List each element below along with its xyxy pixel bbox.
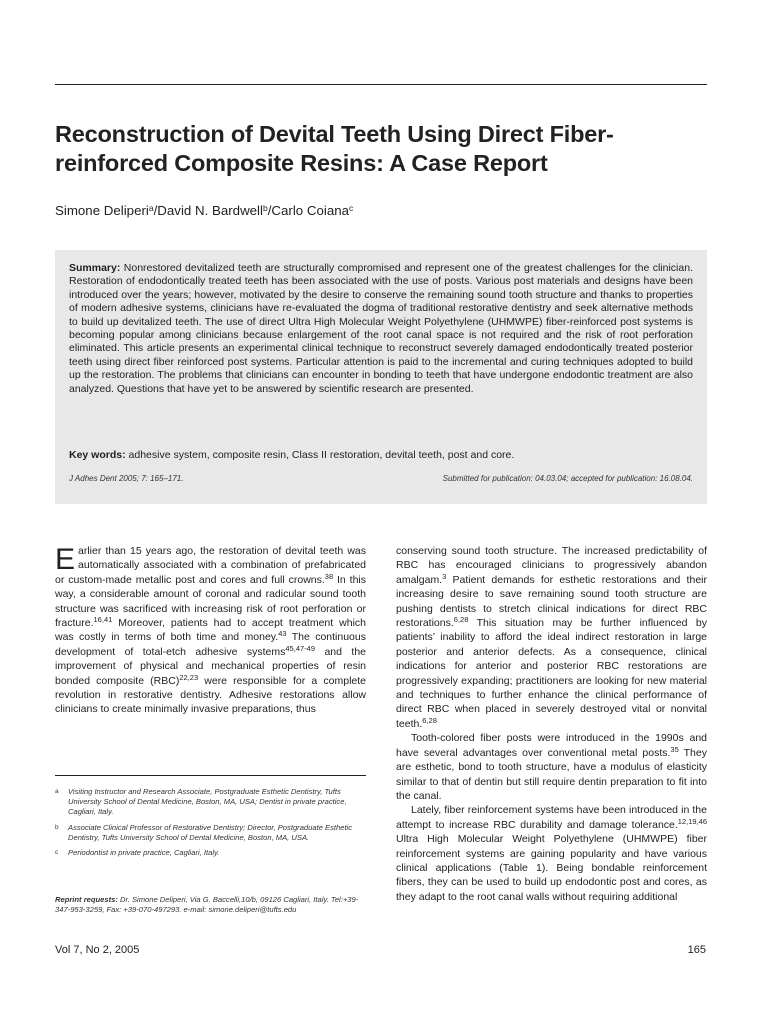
citation-ref: 6,28 xyxy=(422,715,437,725)
footnote-mark: b xyxy=(55,823,59,831)
text-run: In this way, a considerable amount of coronal and radicular sound tooth structure was sacrificed with increasing risk of root perforation or fracture. xyxy=(55,573,366,630)
citation-ref: 45,47-49 xyxy=(285,643,315,653)
citation-ref: 12,19,46 xyxy=(677,816,707,826)
citation-ref: 16,41 xyxy=(93,615,113,625)
drop-cap: E xyxy=(55,543,76,576)
body-paragraph xyxy=(396,731,707,803)
reprint-text: Dr. Simone Deliperi, Via G. Baccelli,10/b, 09126 Cagliari, Italy. Tel:+39-347-953-3259, Fax: +39-070-497293. e-mail: simone.deliperi@tufts.edu xyxy=(55,895,359,915)
citation-ref: 6,28 xyxy=(453,615,469,625)
journal-citation: J Adhes Dent 2005; 7: 165–171. xyxy=(69,474,184,483)
keywords-label: Key words: xyxy=(69,449,126,461)
author-list xyxy=(55,203,353,218)
affiliation-mark: b xyxy=(262,203,268,213)
footnote-mark: c xyxy=(55,849,59,857)
keywords-paragraph xyxy=(69,449,693,462)
affiliation-mark: c xyxy=(349,203,354,213)
footnote-text: Associate Clinical Professor of Restorative Dentistry; Director, Postgraduate Esthetic Dentistry, Tufts University School of Dental Medicine, Boston, MA, USA. xyxy=(68,822,353,842)
citation-ref: 35 xyxy=(670,744,679,754)
reprint-label: Reprint requests: xyxy=(55,895,118,904)
author-separator: / xyxy=(267,203,272,218)
text-run: They are esthetic, bond to tooth structure, have a modulus of elasticity similar to that of dentin but still require dentin preparation to fit into the canal. xyxy=(396,746,707,802)
text-run: arlier than 15 years ago, the restoration of devital teeth was automatically associated with a combination of prefabricated or custom-made metallic post and cores and full crowns. xyxy=(55,545,366,586)
footnote-text: Periodontist in private practice, Cagliari, Italy. xyxy=(68,848,220,858)
reprint-requests xyxy=(55,895,366,915)
summary-paragraph xyxy=(69,262,693,396)
text-run: Tooth-colored fiber posts were introduced in the 1990s and have several advantages over conventional metal posts. xyxy=(396,732,707,759)
footnote-mark: a xyxy=(55,788,59,795)
intro-text xyxy=(55,545,366,715)
summary-box xyxy=(55,250,707,504)
body-column-right xyxy=(396,544,707,904)
body-paragraph xyxy=(396,803,707,904)
text-run: Patient demands for esthetic restorations and their increasing desire to save remaining sound tooth structure are pushing dentists to stretch clinical indications for direct RBC restorations. xyxy=(396,573,707,630)
text-run: Ultra High Molecular Weight Polyethylene (UHMWPE) fiber reinforcement systems are gaining popularity and have various clinical applications (Table 1). Being bondable reinforcement fibers, they can be used to build up endodontic post and cores, as they adapt to the root canal walls without requiring additional xyxy=(396,833,707,903)
citation-ref: 38 xyxy=(324,571,334,581)
footnote-list xyxy=(55,787,366,863)
text-run: Moreover, patients had to accept treatment which was costly in terms of both time and money. xyxy=(55,617,366,644)
author-name: Simone Deliperi xyxy=(55,203,149,218)
body-column-left xyxy=(55,544,366,717)
footnote xyxy=(55,787,366,818)
summary-text: Nonrestored devitalized teeth are structurally compromised and represent one of the greatest challenges for the clinician. Restoration of endodontically treated teeth has been associated with the use of posts. Various post materials and designs have been introduced over the years; however, motivated by the desire to conserve the remaining sound tooth structure and thanks to properties of modern adhesive systems, clinicians have re-evaluated the dogma of traditional restorative dentistry and seek alternative methods to build up devitalized teeth. The use of direct Ultra High Molecular Weight Polyethylene (UHMWPE) fiber-reinforced post systems is becoming popular among clinicians because enlargement of the root canal space is not required and the risk of root perforation eliminated. This article presents an experimental clinical technique to reconstruct severely damaged endodontically treated posterior teeth using direct fiber reinforced post systems. Particular attention is paid to the incremental and curing techniques adopted to build up the restoration. The problems that clinicians can encounter in bonding to teeth that have undergone endodontic treatment are also analyzed. Questions that have yet to be answered by scientific research are presented. xyxy=(69,262,693,395)
intro-paragraph xyxy=(55,544,366,717)
footnote xyxy=(55,823,366,843)
text-run: were responsible for a complete revolution in restorative dentistry. Adhesive restorations allow clinicians to create minimally invasive preparations, thus xyxy=(55,674,366,716)
page-number: 165 xyxy=(687,944,706,956)
summary-label: Summary: xyxy=(69,262,121,274)
body-paragraph xyxy=(396,544,707,731)
footnote-rule xyxy=(55,775,366,776)
citation-ref: 43 xyxy=(278,629,287,639)
text-run: This situation may be further influenced by patients’ inability to afford the ideal indirect restoration in large posterior and anterior defects. As a consequence, clinical indications for anterior and posterior RBC restorations are progressively expanding; practitioners are looking for new material and techniques to further enhance the clinical performance of direct RBC when placed in severely destroyed vital or nonvital teeth. xyxy=(396,617,707,730)
citation-ref: 3 xyxy=(442,571,447,581)
footnote xyxy=(55,848,366,858)
author-name: David N. Bardwell xyxy=(157,203,263,218)
author-separator: / xyxy=(153,203,158,218)
author-name: Carlo Coiana xyxy=(271,203,350,218)
keywords-text: adhesive system, composite resin, Class II restoration, devital teeth, post and core. xyxy=(128,449,515,461)
footnote-text: Visiting Instructor and Research Associate, Postgraduate Esthetic Dentistry, Tufts University School of Dental Medicine, Boston, MA, USA; Dentist in private practice, Cagliari, Italy. xyxy=(68,787,347,817)
text-run: and the improvement of physical and mechanical properties of resin bonded composite (RBC) xyxy=(55,645,367,687)
submission-dates: Submitted for publication: 04.03.04; accepted for publication: 16.08.04. xyxy=(442,474,693,483)
text-run: The continuous development of total-etch adhesive systems xyxy=(55,631,366,658)
article-title: Reconstruction of Devital Teeth Using Direct Fiber-reinforced Composite Resins: A Case Report xyxy=(55,121,614,176)
affiliation-mark: a xyxy=(148,203,154,213)
text-run: conserving sound tooth structure. The increased predictability of RBC has encouraged clinicians to progressively abandon amalgam. xyxy=(396,545,707,586)
text-run: Lately, fiber reinforcement systems have been introduced in the attempt to increase RBC durability and damage tolerance. xyxy=(396,804,707,831)
header-rule xyxy=(55,84,707,85)
journal-issue: Vol 7, No 2, 2005 xyxy=(55,944,140,956)
citation-ref: 22,23 xyxy=(179,672,199,682)
